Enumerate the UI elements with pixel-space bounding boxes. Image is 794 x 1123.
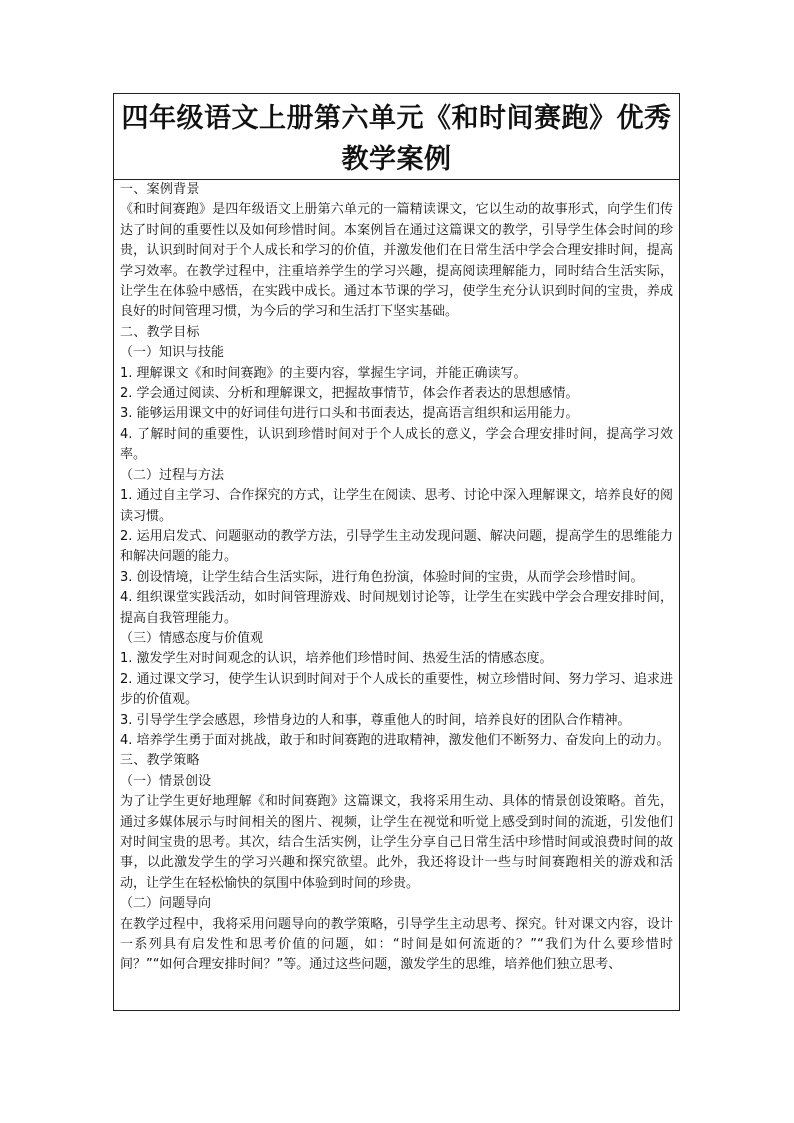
list-item: 3. 创设情境，让学生结合生活实际，进行角色扮演，体验时间的宝贵，从而学会珍惜时间。 <box>120 569 644 585</box>
problem-oriented-paragraph: 在教学过程中，我将采用问题导向的教学策略，引导学生主动思考、探究。针对课文内容，设计一系列具有启发性和思考价值的问题，如：“时间是如何流逝的？”“我们为什么要珍惜时间？”“如何合理安排时间？”等。通过这些问题，激发学生的思维，培养他们独立思考、 <box>120 916 673 973</box>
section-heading-strategies: 三、教学策略 <box>120 753 200 769</box>
list-item: 4. 组织课堂实践活动，如时间管理游戏、时间规划讨论等，让学生在实践中学会合理安排时间，提高自我管理能力。 <box>120 590 673 626</box>
document-title: 四年级语文上册第六单元《和时间赛跑》优秀教学案例 <box>121 103 672 175</box>
list-item: 2. 学会通过阅读、分析和理解课文，把握故事情节，体会作者表达的思想感情。 <box>120 386 579 402</box>
title-block <box>114 94 679 180</box>
scenario-paragraph: 为了让学生更好地理解《和时间赛跑》这篇课文，我将采用生动、具体的情景创设策略。首先，通过多媒体展示与时间相关的图片、视频，让学生在视觉和听觉上感受到时间的流逝，引发他们对时间宝贵的思考。其次，结合生活实例，让学生分享自己日常生活中珍惜时间或浪费时间的故事，以此激发学生的学习兴趣和探究欲望。此外，我还将设计一些与时间赛跑相关的游戏和活动，让学生在轻松愉快的氛围中体验到时间的珍贵。 <box>120 794 673 891</box>
document-frame <box>113 93 680 1011</box>
section-heading-objectives: 二、教学目标 <box>120 324 200 340</box>
list-item: 4. 培养学生勇于面对挑战，敢于和时间赛跑的进取精神，激发他们不断努力、奋发向上的动力。 <box>120 732 670 748</box>
section-heading-background: 一、案例背景 <box>120 182 200 197</box>
subheading-problem-oriented: （二）问题导向 <box>120 896 212 912</box>
list-item: 3. 引导学生学会感恩，珍惜身边的人和事，尊重他人的时间，培养良好的团队合作精神。 <box>120 712 631 728</box>
list-item: 3. 能够运用课文中的好词佳句进行口头和书面表达，提高语言组织和运用能力。 <box>120 406 579 422</box>
subheading-process-methods: （二）过程与方法 <box>120 467 225 483</box>
list-item: 1. 通过自主学习、合作探究的方式，让学生在阅读、思考、讨论中深入理解课文，培养良好的阅读习惯。 <box>120 488 673 524</box>
background-paragraph: 《和时间赛跑》是四年级语文上册第六单元的一篇精读课文，它以生动的故事形式，向学生们传达了时间的重要性以及如何珍惜时间。本案例旨在通过这篇课文的教学，引导学生体会时间的珍贵，认识到时间对于个人成长和学习的价值，并激发他们在日常生活中学会合理安排时间，提高学习效率。在教学过程中，注重培养学生的学习兴趣，提高阅读理解能力，同时结合生活实际，让学生在体验中感悟，在实践中成长。通过本节课的学习，使学生充分认识到时间的宝贵，养成良好的时间管理习惯，为今后的学习和生活打下坚实基础。 <box>120 202 673 320</box>
document-body <box>114 180 679 976</box>
subheading-scenario: （一）情景创设 <box>120 773 212 789</box>
subheading-emotion-values: （三）情感态度与价值观 <box>120 630 264 646</box>
list-item: 1. 激发学生对时间观念的认识，培养他们珍惜时间、热爱生活的情感态度。 <box>120 651 553 667</box>
list-item: 2. 通过课文学习，使学生认识到时间对于个人成长的重要性，树立珍惜时间、努力学习、追求进步的价值观。 <box>120 671 673 708</box>
list-item: 2. 运用启发式、问题驱动的教学方法，引导学生主动发现问题、解决问题，提高学生的思维能力和解决问题的能力。 <box>120 528 673 565</box>
list-item: 1. 理解课文《和时间赛跑》的主要内容，掌握生字词，并能正确读写。 <box>120 365 527 381</box>
subheading-knowledge-skills: （一）知识与技能 <box>120 345 225 361</box>
list-item: 4. 了解时间的重要性，认识到珍惜时间对于个人成长的意义，学会合理安排时间，提高学习效率。 <box>120 426 673 463</box>
